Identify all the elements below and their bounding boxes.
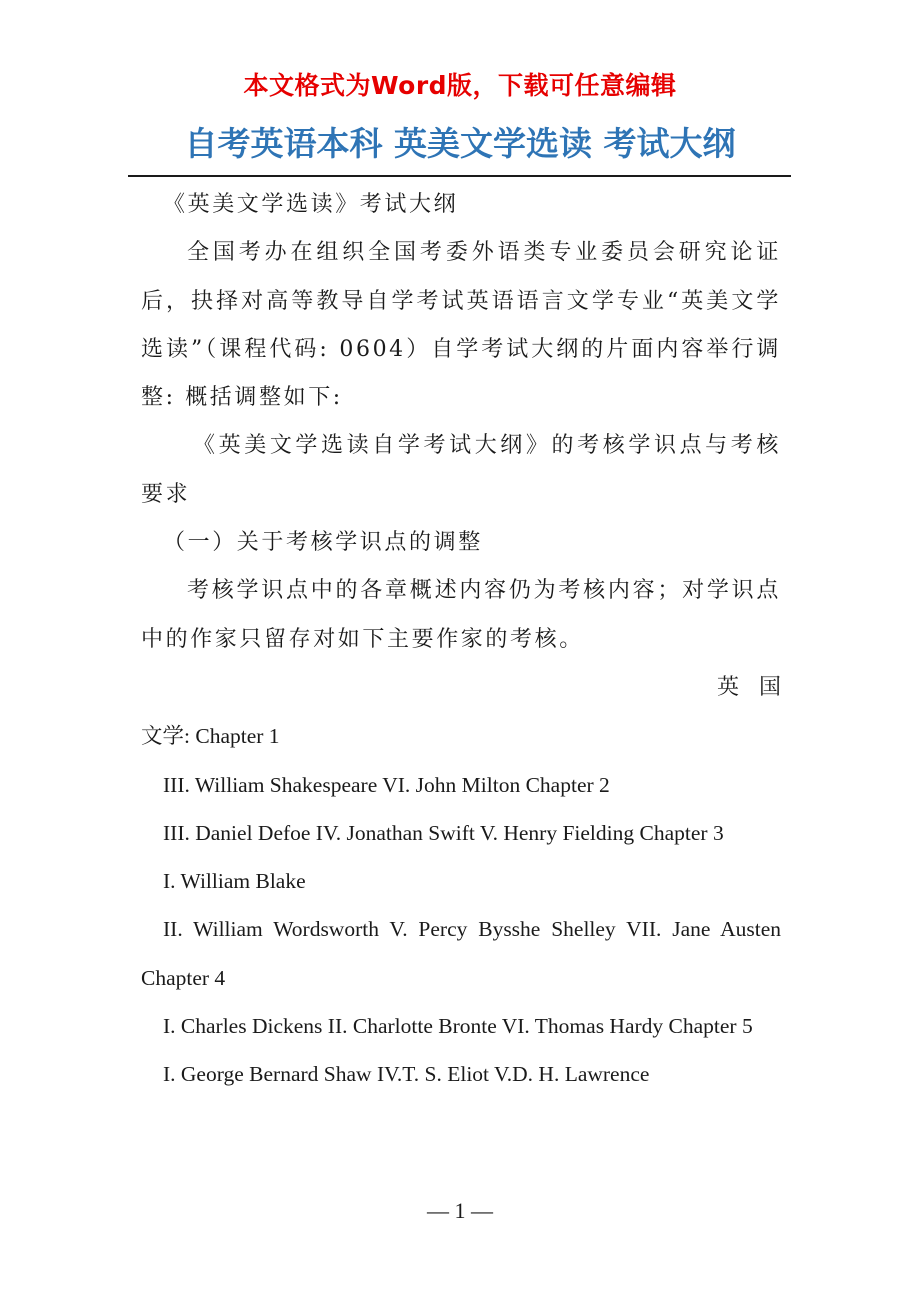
title-divider [128,175,791,177]
list-item: I. Charles Dickens II. Charlotte Bronte VI. Thomas Hardy Chapter 5 [163,1014,753,1039]
section-one-heading: （一）关于考核学识点的调整 [163,530,483,556]
list-item: I. George Bernard Shaw IV.T. S. Eliot V.D. H. Lawrence [163,1062,650,1087]
requirements-heading: 《英美文学选读自学考试大纲》的考核学识点与考核要求 [141,433,781,507]
document-title: 自考英语本科 英美文学选读 考试大纲 [184,124,736,163]
list-item: II. William Wordsworth V. Percy Bysshe Shelley VII. Jane Austen Chapter 4 [141,917,781,990]
list-item: III. Daniel Defoe IV. Jonathan Swift V. Henry Fielding Chapter 3 [163,820,724,845]
scope-paragraph: 考核学识点中的各章概述内容仍为考核内容；对学识点中的作家只留存对如下主要作家的考核。 [141,578,781,652]
intro-paragraph: 全国考办在组织全国考委外语类专业委员会研究论证后，抉择对高等教导自学考试英语语言文学专业“英美文学选读”（课程代码: 0604）自学考试大纲的片面内容举行调整: 概括调整如下: [141,240,781,411]
page-number: — 1 — [427,1198,493,1223]
list-item: III. William Shakespeare VI. John Milton Chapter 2 [163,772,610,797]
list-item: I. William Blake [163,869,306,894]
format-notice-banner: 本文格式为Word版，下载可任意编辑 [243,71,677,100]
document-body [141,181,801,1099]
literature-chapter-1: 文学: Chapter 1 [141,724,280,749]
country-label: 英国 [716,674,801,700]
syllabus-heading: 《英美文学选读》考试大纲 [163,192,459,217]
